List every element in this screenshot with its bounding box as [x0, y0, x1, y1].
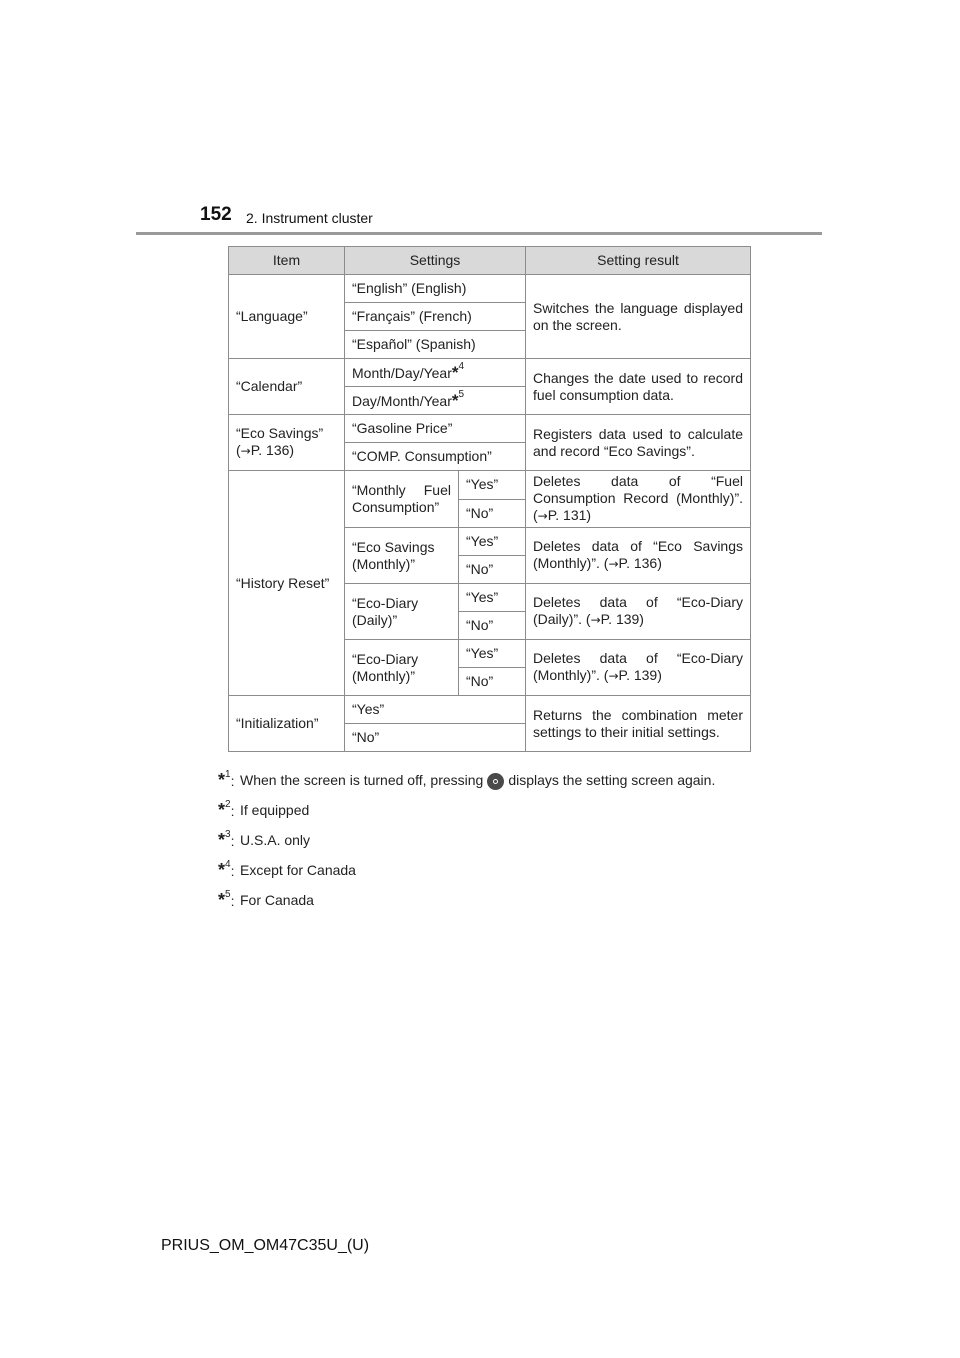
footnote-2 [218, 800, 748, 821]
header-item: Item [229, 247, 345, 275]
footnote-marker: *$^4$: [218, 859, 235, 880]
page-ref: P. 136) [618, 555, 662, 571]
option-french: “Français” (French) [345, 303, 526, 331]
option-yes: “Yes” [345, 696, 526, 724]
header-divider [136, 232, 822, 235]
option-comp-consumption: “COMP. Consumption” [345, 443, 526, 471]
page-ref: P. 139) [600, 611, 644, 627]
table-header-row [229, 247, 751, 275]
option-yes: “Yes” [459, 528, 526, 556]
footnote-5 [218, 890, 748, 911]
footnote-text: If equipped [240, 802, 310, 818]
section-title: 2. Instrument cluster [246, 210, 373, 226]
option-no: “No” [345, 724, 526, 752]
footnote-4 [218, 860, 748, 881]
option-no: “No” [459, 612, 526, 640]
page-ref: P. 136) [250, 442, 295, 458]
option-no: “No” [459, 499, 526, 528]
result-calendar: Changes the date used to record fuel consumption data. [526, 359, 751, 415]
result-language: Switches the language displayed on the screen. [526, 275, 751, 359]
footnote-text: When the screen is turned off, pressing [240, 772, 484, 788]
header-setting-result: Setting result [526, 247, 751, 275]
item-history-reset: “History Reset” [229, 471, 345, 696]
history-group-label: “Monthly Fuel Consumption” [345, 471, 459, 528]
arrow-right-icon: → [590, 613, 601, 627]
option-label: Day/Month/Year [352, 392, 452, 409]
arrow-right-icon: → [608, 557, 619, 571]
history-group-label: “Eco Savings (Monthly)” [345, 528, 459, 584]
footnote-marker: *$^1$: [218, 769, 235, 790]
item-label: “Eco Savings” [236, 425, 324, 441]
item-eco-savings: “Eco Savings” (→P. 136) [229, 415, 345, 471]
result-initialization: Returns the combination meter settings to their initial settings. [526, 696, 751, 752]
arrow-right-icon: → [608, 669, 619, 683]
footnote-text: Except for Canada [240, 862, 356, 878]
footnote-star-icon: * [451, 390, 459, 410]
item-initialization: “Initialization” [229, 696, 345, 752]
history-group-result: Deletes data of “Fuel Consumption Record (Monthly)”. (→P. 131) [526, 471, 751, 528]
option-day-month-year [345, 387, 526, 415]
table-row [229, 696, 751, 724]
table-row [229, 471, 751, 500]
result-text: Deletes data of “Eco Savings (Monthly)”. [533, 538, 743, 571]
footnote-marker: *$^2$: [218, 799, 235, 820]
option-no: “No” [459, 556, 526, 584]
display-button-icon [487, 773, 504, 790]
result-text: Deletes data of “Fuel Consumption Record (Monthly)”. [533, 473, 743, 506]
page-number: 152 [200, 204, 232, 225]
result-text: Deletes data of “Eco-Diary (Monthly)”. [533, 650, 743, 683]
result-text: Deletes data of “Eco-Diary (Daily)”. [533, 594, 743, 627]
table-row [229, 275, 751, 303]
item-calendar: “Calendar” [229, 359, 345, 415]
arrow-right-icon: → [240, 444, 251, 458]
history-group-label: “Eco-Diary (Monthly)” [345, 640, 459, 696]
header-settings: Settings [345, 247, 526, 275]
footnote-star-icon: * [451, 362, 459, 382]
option-yes: “Yes” [459, 471, 526, 500]
table-row [229, 359, 751, 387]
option-yes: “Yes” [459, 584, 526, 612]
footnote-text: For Canada [240, 892, 314, 908]
footnote-3 [218, 830, 748, 851]
history-group-result: Deletes data of “Eco-Diary (Daily)”. (→P. 139) [526, 584, 751, 640]
result-eco-savings: Registers data used to calculate and record “Eco Savings”. [526, 415, 751, 471]
history-group-result: Deletes data of “Eco-Diary (Monthly)”. (→P. 139) [526, 640, 751, 696]
option-label: Month/Day/Year [352, 364, 452, 381]
item-language: “Language” [229, 275, 345, 359]
option-no: “No” [459, 668, 526, 696]
history-group-label: “Eco-Diary (Daily)” [345, 584, 459, 640]
footnote-text: displays the setting screen again. [508, 772, 716, 788]
option-month-day-year [345, 359, 526, 387]
history-group-result: Deletes data of “Eco Savings (Monthly)”. (→P. 136) [526, 528, 751, 584]
option-spanish: “Español” (Spanish) [345, 331, 526, 359]
option-yes: “Yes” [459, 640, 526, 668]
footnote-number: 5 [458, 388, 465, 400]
document-code: PRIUS_OM_OM47C35U_(U) [161, 1237, 370, 1254]
footnote-number: 4 [458, 360, 465, 372]
option-gasoline-price: “Gasoline Price” [345, 415, 526, 443]
footnote-1 [218, 770, 748, 791]
footnote-text: U.S.A. only [240, 832, 311, 848]
arrow-right-icon: → [537, 509, 548, 523]
table-row [229, 415, 751, 443]
option-english: “English” (English) [345, 275, 526, 303]
settings-table [228, 246, 751, 752]
footnote-marker: *$^3$: [218, 829, 235, 850]
page-ref: P. 139) [618, 667, 662, 683]
page-ref: P. 131) [547, 507, 592, 523]
footnote-marker: *$^5$: [218, 889, 235, 910]
footnotes [218, 770, 748, 920]
